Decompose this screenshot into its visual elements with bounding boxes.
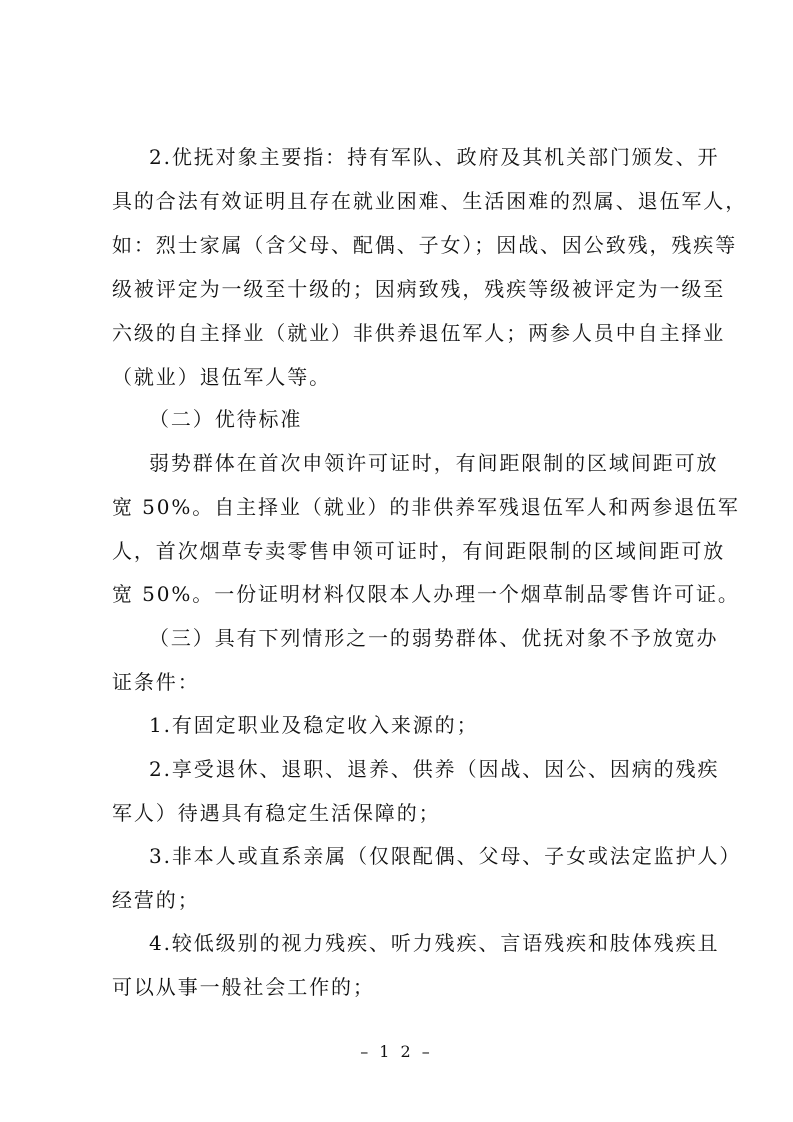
paragraph-line: （就业）退伍军人等。 (112, 365, 331, 389)
page-number: – 1 2 – (360, 1042, 433, 1061)
paragraph-line: 证条件： (112, 670, 200, 694)
paragraph-line: 级被评定为一级至十级的；因病致残，残疾等级被评定为一级至 (112, 277, 726, 301)
list-item: 3.非本人或直系亲属（仅限配偶、父母、子女或法定监护人） (149, 844, 742, 868)
list-item: 4.较低级别的视力残疾、听力残疾、言语残疾和肢体残疾且 (149, 931, 720, 955)
paragraph-line: 六级的自主择业（就业）非供养退伍军人；两参人员中自主择业 (112, 321, 726, 345)
list-item-continuation: 可以从事一般社会工作的； (112, 975, 375, 999)
paragraph-line: 如：烈士家属（含父母、配偶、子女）；因战、因公致残，残疾等 (112, 233, 738, 257)
list-item: 1.有固定职业及稳定收入来源的； (149, 713, 479, 737)
paragraph-line: 具的合法有效证明且存在就业困难、生活困难的烈属、退伍军人， (112, 189, 748, 213)
section-heading: （三）具有下列情形之一的弱势群体、优抚对象不予放宽办 (149, 626, 719, 650)
list-item-continuation: 经营的； (112, 888, 200, 912)
section-heading: （二）优待标准 (149, 407, 303, 431)
paragraph-line: 宽 50%。一份证明材料仅限本人办理一个烟草制品零售许可证。 (112, 582, 740, 606)
paragraph-line: 人，首次烟草专卖零售申领可证时，有间距限制的区域间距可放 (112, 539, 726, 563)
paragraph-line: 弱势群体在首次申领许可证时，有间距限制的区域间距可放 (149, 451, 719, 475)
paragraph-line: 2.优抚对象主要指：持有军队、政府及其机关部门颁发、开 (149, 145, 720, 169)
paragraph-line: 宽 50%。自主择业（就业）的非供养军残退伍军人和两参退伍军 (112, 495, 740, 519)
list-item: 2.享受退休、退职、退养、供养（因战、因公、因病的残疾 (149, 757, 720, 781)
list-item-continuation: 军人）待遇具有稳定生活保障的； (112, 801, 441, 825)
